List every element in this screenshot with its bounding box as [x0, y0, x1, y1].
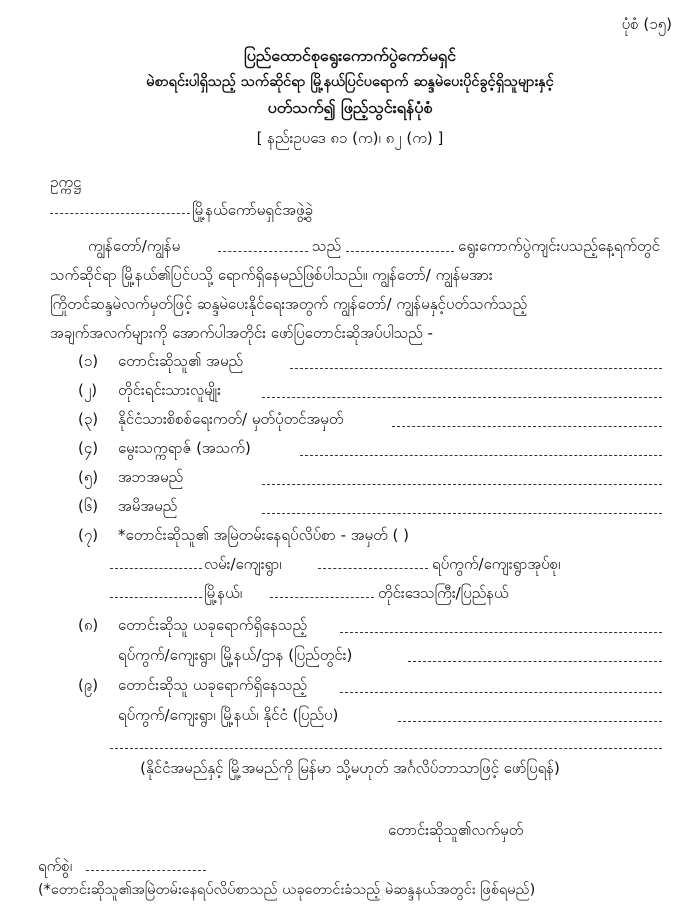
abroad-location-hint: ရပ်ကွက်/ကျေးရွာ၊ မြို့နယ်၊ နိုင်ငံ (ပြည်ပ) — [118, 706, 339, 724]
mother-name-field[interactable] — [262, 513, 662, 514]
street-label: လမ်း/ကျေးရွာ၊ — [204, 555, 282, 573]
date-label: ရက်စွဲ၊ — [38, 857, 73, 875]
body-applicant-label: ကျွန်တော်/ကျွန်မ — [88, 237, 181, 255]
item-label-birth-date: မွေးသက္ကရာဇ် (အသက်) — [118, 439, 251, 457]
item-number: (၅) — [78, 468, 99, 486]
item-number: (၈) — [78, 616, 99, 634]
language-note: (နိုင်ငံအမည်နှင့် မြို့အမည်ကို မြန်မာ သို့မဟုတ် အင်္ဂလိပ်ဘာသာဖြင့် ဖော်ပြရန်) — [140, 759, 560, 777]
salutation: ဥက္ကဋ္ဌ — [50, 173, 82, 191]
footnote: (*တောင်းဆိုသူ၏အမြဲတမ်းနေရပ်လိပ်စာသည် ယခုတောင်းခံသည့် မဲဆန္ဒနယ်အတွင်း ဖြစ်ရမည်) — [38, 882, 536, 898]
ward-field[interactable] — [318, 568, 428, 569]
body-line-2: သက်ဆိုင်ရာ မြို့နယ်၏ပြင်ပသို့ ရောက်ရှိနေမည်ဖြစ်ပါသည်။ ကျွန်တော်/ ကျွန်မအား — [50, 266, 493, 284]
region-label: တိုင်းဒေသကြီး/ပြည်နယ် — [378, 584, 509, 602]
township-label: မြို့နယ်၊ — [204, 584, 243, 602]
item-number: (၆) — [78, 497, 99, 515]
current-location-abroad-field[interactable] — [340, 692, 662, 693]
township-field[interactable] — [110, 597, 202, 598]
body-line-4: အချက်အလက်များကို အောက်ပါအတိုင်း ဖော်ပြတောင်းဆိုအပ်ပါသည် - — [50, 324, 433, 342]
body-subject-particle: သည် — [312, 237, 342, 255]
item-label-father-name: အဘအမည် — [118, 468, 184, 486]
domestic-location-hint: ရပ်ကွက်/ကျေးရွာ၊ မြို့နယ်/ဌာန (ပြည်တွင်း) — [118, 646, 353, 664]
item-number: (၇) — [78, 526, 99, 544]
current-location-domestic-field[interactable] — [340, 632, 662, 633]
father-name-field[interactable] — [262, 484, 662, 485]
title-commission: ပြည်ထောင်စုရွေးကောက်ပွဲကော်မရှင် — [244, 46, 456, 65]
birth-date-field[interactable] — [300, 455, 662, 456]
item-label-ethnicity: တိုင်းရင်းသားလူမျိုး — [118, 381, 221, 399]
item-label-current-location-abroad: တောင်းဆိုသူ ယခုရောက်ရှိနေသည့် — [118, 676, 307, 694]
item-number: (၂) — [78, 381, 98, 399]
item-label-permanent-address: *တောင်းဆိုသူ၏ အမြဲတမ်းနေရပ်လိပ်စာ - အမှတ် ( ) — [118, 526, 409, 544]
signature-label: တောင်းဆိုသူ၏လက်မှတ် — [388, 821, 524, 839]
item-label-current-location-domestic: တောင်းဆိုသူ ယခုရောက်ရှိနေသည့် — [118, 616, 307, 634]
current-location-domestic-field-2[interactable] — [408, 661, 662, 662]
body-election-day: ရွေးကောက်ပွဲကျင်းပသည့်နေ့ရက်တွင် — [458, 237, 660, 255]
rule-reference: [ နည်းဥပဒေ ၈၁ (က)၊ ၈၂ (က) ] — [256, 129, 444, 147]
item-number: (၃) — [78, 410, 99, 428]
addressee: မြို့နယ်ကော်မရှင်အဖွဲ့ခွဲ — [192, 201, 313, 219]
item-label-applicant-name: တောင်းဆိုသူ၏ အမည် — [118, 352, 244, 370]
applicant-name-blank[interactable] — [218, 251, 308, 252]
item-label-mother-name: အမိအမည် — [118, 497, 178, 515]
addressee-township-blank[interactable] — [50, 213, 190, 214]
current-location-abroad-field-3[interactable] — [110, 748, 662, 749]
applicant-name-field[interactable] — [290, 368, 662, 369]
title-subject: မဲစာရင်းပါရှိသည့် သက်ဆိုင်ရာ မြို့နယ်ပြင်ပရောက် ဆန္ဒမဲပေးပိုင်ခွင့်ရှိသူများနှင့် — [146, 74, 554, 90]
street-field[interactable] — [110, 568, 202, 569]
ethnicity-field[interactable] — [262, 397, 662, 398]
item-number: (၉) — [78, 676, 99, 694]
item-number: (၄) — [78, 439, 99, 457]
item-label-id-card: နိုင်ငံသားစိစစ်ရေးကတ်/ မှတ်ပုံတင်အမှတ် — [118, 410, 344, 428]
title-form-purpose: ပတ်သက်၍ ဖြည့်သွင်းရန်ပုံစံ — [267, 98, 433, 117]
ward-label: ရပ်ကွက်/ကျေးရွာအုပ်စု၊ — [432, 555, 561, 573]
item-number: (၁) — [78, 352, 99, 370]
body-line-3: ကြိုတင်ဆန္ဒမဲလက်မှတ်ဖြင့် ဆန္ဒမဲပေးနိုင်ရေးအတွက် ကျွန်တော်/ ကျွန်မနှင့်ပတ်သက်သည့် — [50, 295, 528, 313]
id-card-field[interactable] — [392, 426, 662, 427]
constituency-blank[interactable] — [346, 251, 454, 252]
region-field[interactable] — [270, 597, 374, 598]
current-location-abroad-field-2[interactable] — [398, 721, 662, 722]
date-field[interactable] — [86, 870, 206, 871]
form-number: ပုံစံ (၁၅) — [621, 15, 672, 33]
